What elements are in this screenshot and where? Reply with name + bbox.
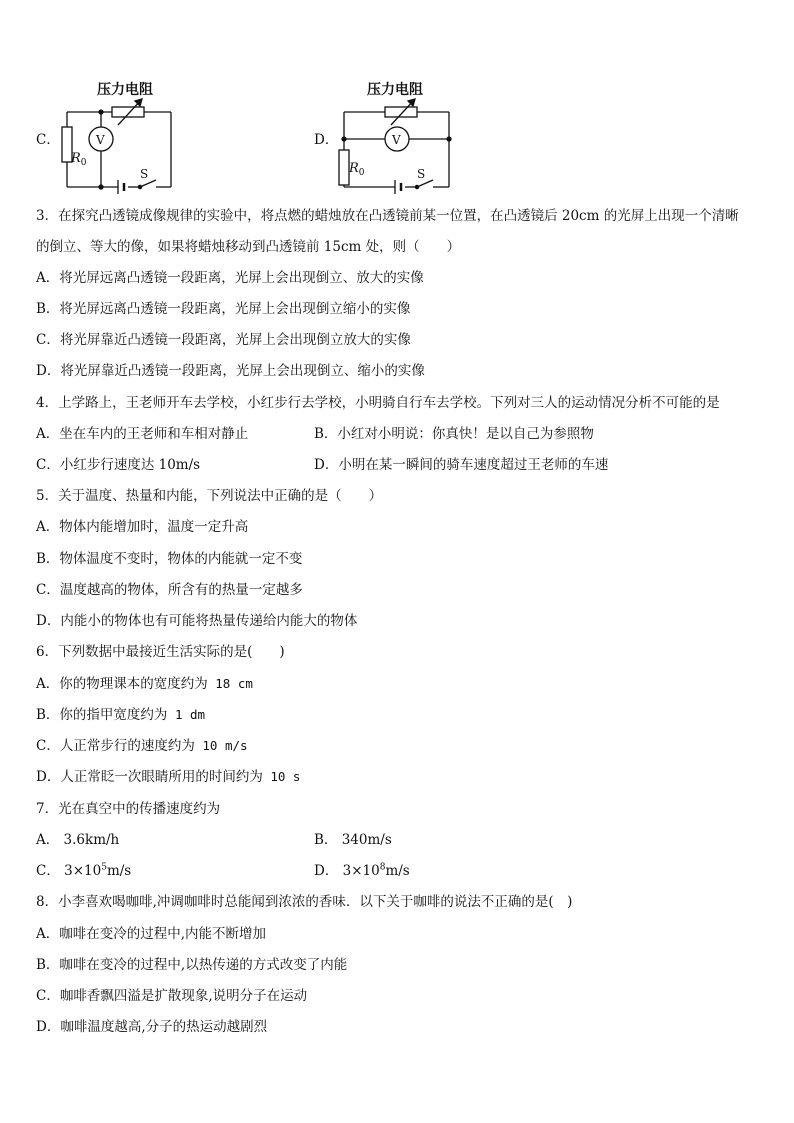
- q8-option-c: C．咖啡香飘四溢是扩散现象,说明分子在运动: [36, 988, 308, 1004]
- q6-option-d-text: D．人正常眨一次眼睛所用的时间约为: [36, 769, 263, 785]
- q8-stem: 8．小李喜欢喝咖啡,冲调咖啡时总能闻到浓浓的香味．以下关于咖啡的说法不正确的是( ): [36, 894, 573, 910]
- q7-option-b: B． 340m/s: [314, 832, 392, 848]
- circuit-diagrams: [0, 0, 794, 200]
- circuit-c: [62, 99, 171, 194]
- q5-option-b: B．物体温度不变时，物体的内能就一定不变: [36, 551, 303, 567]
- q3-option-a: A．将光屏远离凸透镜一段距离，光屏上会出现倒立、放大的实像: [36, 270, 424, 286]
- circuit-c-r0-label: $R_0$: [71, 151, 87, 168]
- q4-option-d: D．小明在某一瞬间的骑车速度超过王老师的车速: [314, 457, 609, 473]
- q7-option-c-exponent: 5: [101, 862, 107, 873]
- q6-option-b: [36, 705, 205, 725]
- q6-option-c: [36, 736, 248, 756]
- q3-option-c: C．将光屏靠近凸透镜一段距离，光屏上会出现倒立放大的实像: [36, 332, 411, 348]
- q5-stem: 5．关于温度、热量和内能，下列说法中正确的是（ ）: [36, 488, 383, 504]
- circuit-c-switch-label: S: [140, 167, 149, 181]
- q6-option-a-text: A．你的物理课本的宽度约为: [36, 676, 208, 692]
- circuit-d-title: 压力电阻: [367, 82, 423, 98]
- circuit-c-meter-label: V: [96, 133, 105, 147]
- circuit-d-meter-label: V: [392, 133, 401, 147]
- q3-stem-line2: 的倒立、等大的像，如果将蜡烛移动到凸透镜前 15cm 处，则（ ）: [36, 239, 461, 255]
- q5-option-d: D．内能小的物体也有可能将热量传递给内能大的物体: [36, 613, 358, 629]
- q3-option-b: B．将光屏远离凸透镜一段距离，光屏上会出现倒立缩小的实像: [36, 301, 411, 317]
- q6-option-b-text: B．你的指甲宽度约为: [36, 707, 168, 723]
- q4-stem: 4．上学路上，王老师开车去学校，小红步行去学校，小明骑自行车去学校。下列对三人的运动情况分析不可能的是: [36, 395, 720, 411]
- q6-option-b-value: 1 dm: [167, 707, 206, 722]
- q7-option-d-exponent: 8: [379, 862, 386, 873]
- circuit-d-r0-sub: 0: [358, 168, 365, 178]
- q6-stem: 6．下列数据中最接近生活实际的是( ): [36, 644, 285, 660]
- circuit-c-letter: C．: [36, 132, 60, 148]
- q3-stem-line1: 3．在探究凸透镜成像规律的实验中，将点燃的蜡烛放在凸透镜前某一位置，在凸透镜后 20cm 的光屏上出现一个清晰: [36, 208, 739, 224]
- circuit-d-letter: D．: [314, 132, 339, 148]
- q7-option-c: C． $3\times 10^5m/s$: [36, 862, 132, 879]
- q6-option-c-value: 10 m/s: [194, 738, 248, 753]
- q6-option-d: [36, 767, 300, 787]
- q4-option-c: C．小红步行速度达 10m/s: [36, 457, 201, 473]
- circuit-d-switch-label: S: [417, 167, 426, 181]
- q8-option-d: D．咖啡温度越高,分子的热运动越剧烈: [36, 1019, 268, 1035]
- circuit-c-r0-sub: 0: [80, 158, 87, 168]
- q7-stem: 7．光在真空中的传播速度约为: [36, 801, 221, 817]
- q3-option-d: D．将光屏靠近凸透镜一段距离，光屏上会出现倒立、缩小的实像: [36, 363, 425, 379]
- q6-option-c-text: C．人正常步行的速度约为: [36, 738, 195, 754]
- q6-option-a-value: 18 cm: [207, 676, 253, 691]
- q8-option-b: B．咖啡在变冷的过程中,以热传递的方式改变了内能: [36, 957, 348, 973]
- q4-option-b: B．小红对小明说：你真快！是以自己为参照物: [314, 426, 594, 442]
- q7-option-d: D． $3\times 10^8m/s$: [314, 862, 410, 879]
- q7-option-a: A． 3.6km/h: [36, 832, 120, 848]
- q6-option-d-value: 10 s: [262, 769, 301, 784]
- circuit-c-title: 压力电阻: [97, 82, 153, 98]
- circuit-d-r0-label: $R_0$: [349, 161, 365, 178]
- q6-option-a: [36, 674, 253, 694]
- q8-option-a: A．咖啡在变冷的过程中,内能不断增加: [36, 926, 267, 942]
- q5-option-a: A．物体内能增加时，温度一定升高: [36, 519, 249, 535]
- q4-option-a: A．坐在车内的王老师和车相对静止: [36, 426, 249, 442]
- q5-option-c: C．温度越高的物体，所含有的热量一定越多: [36, 582, 303, 598]
